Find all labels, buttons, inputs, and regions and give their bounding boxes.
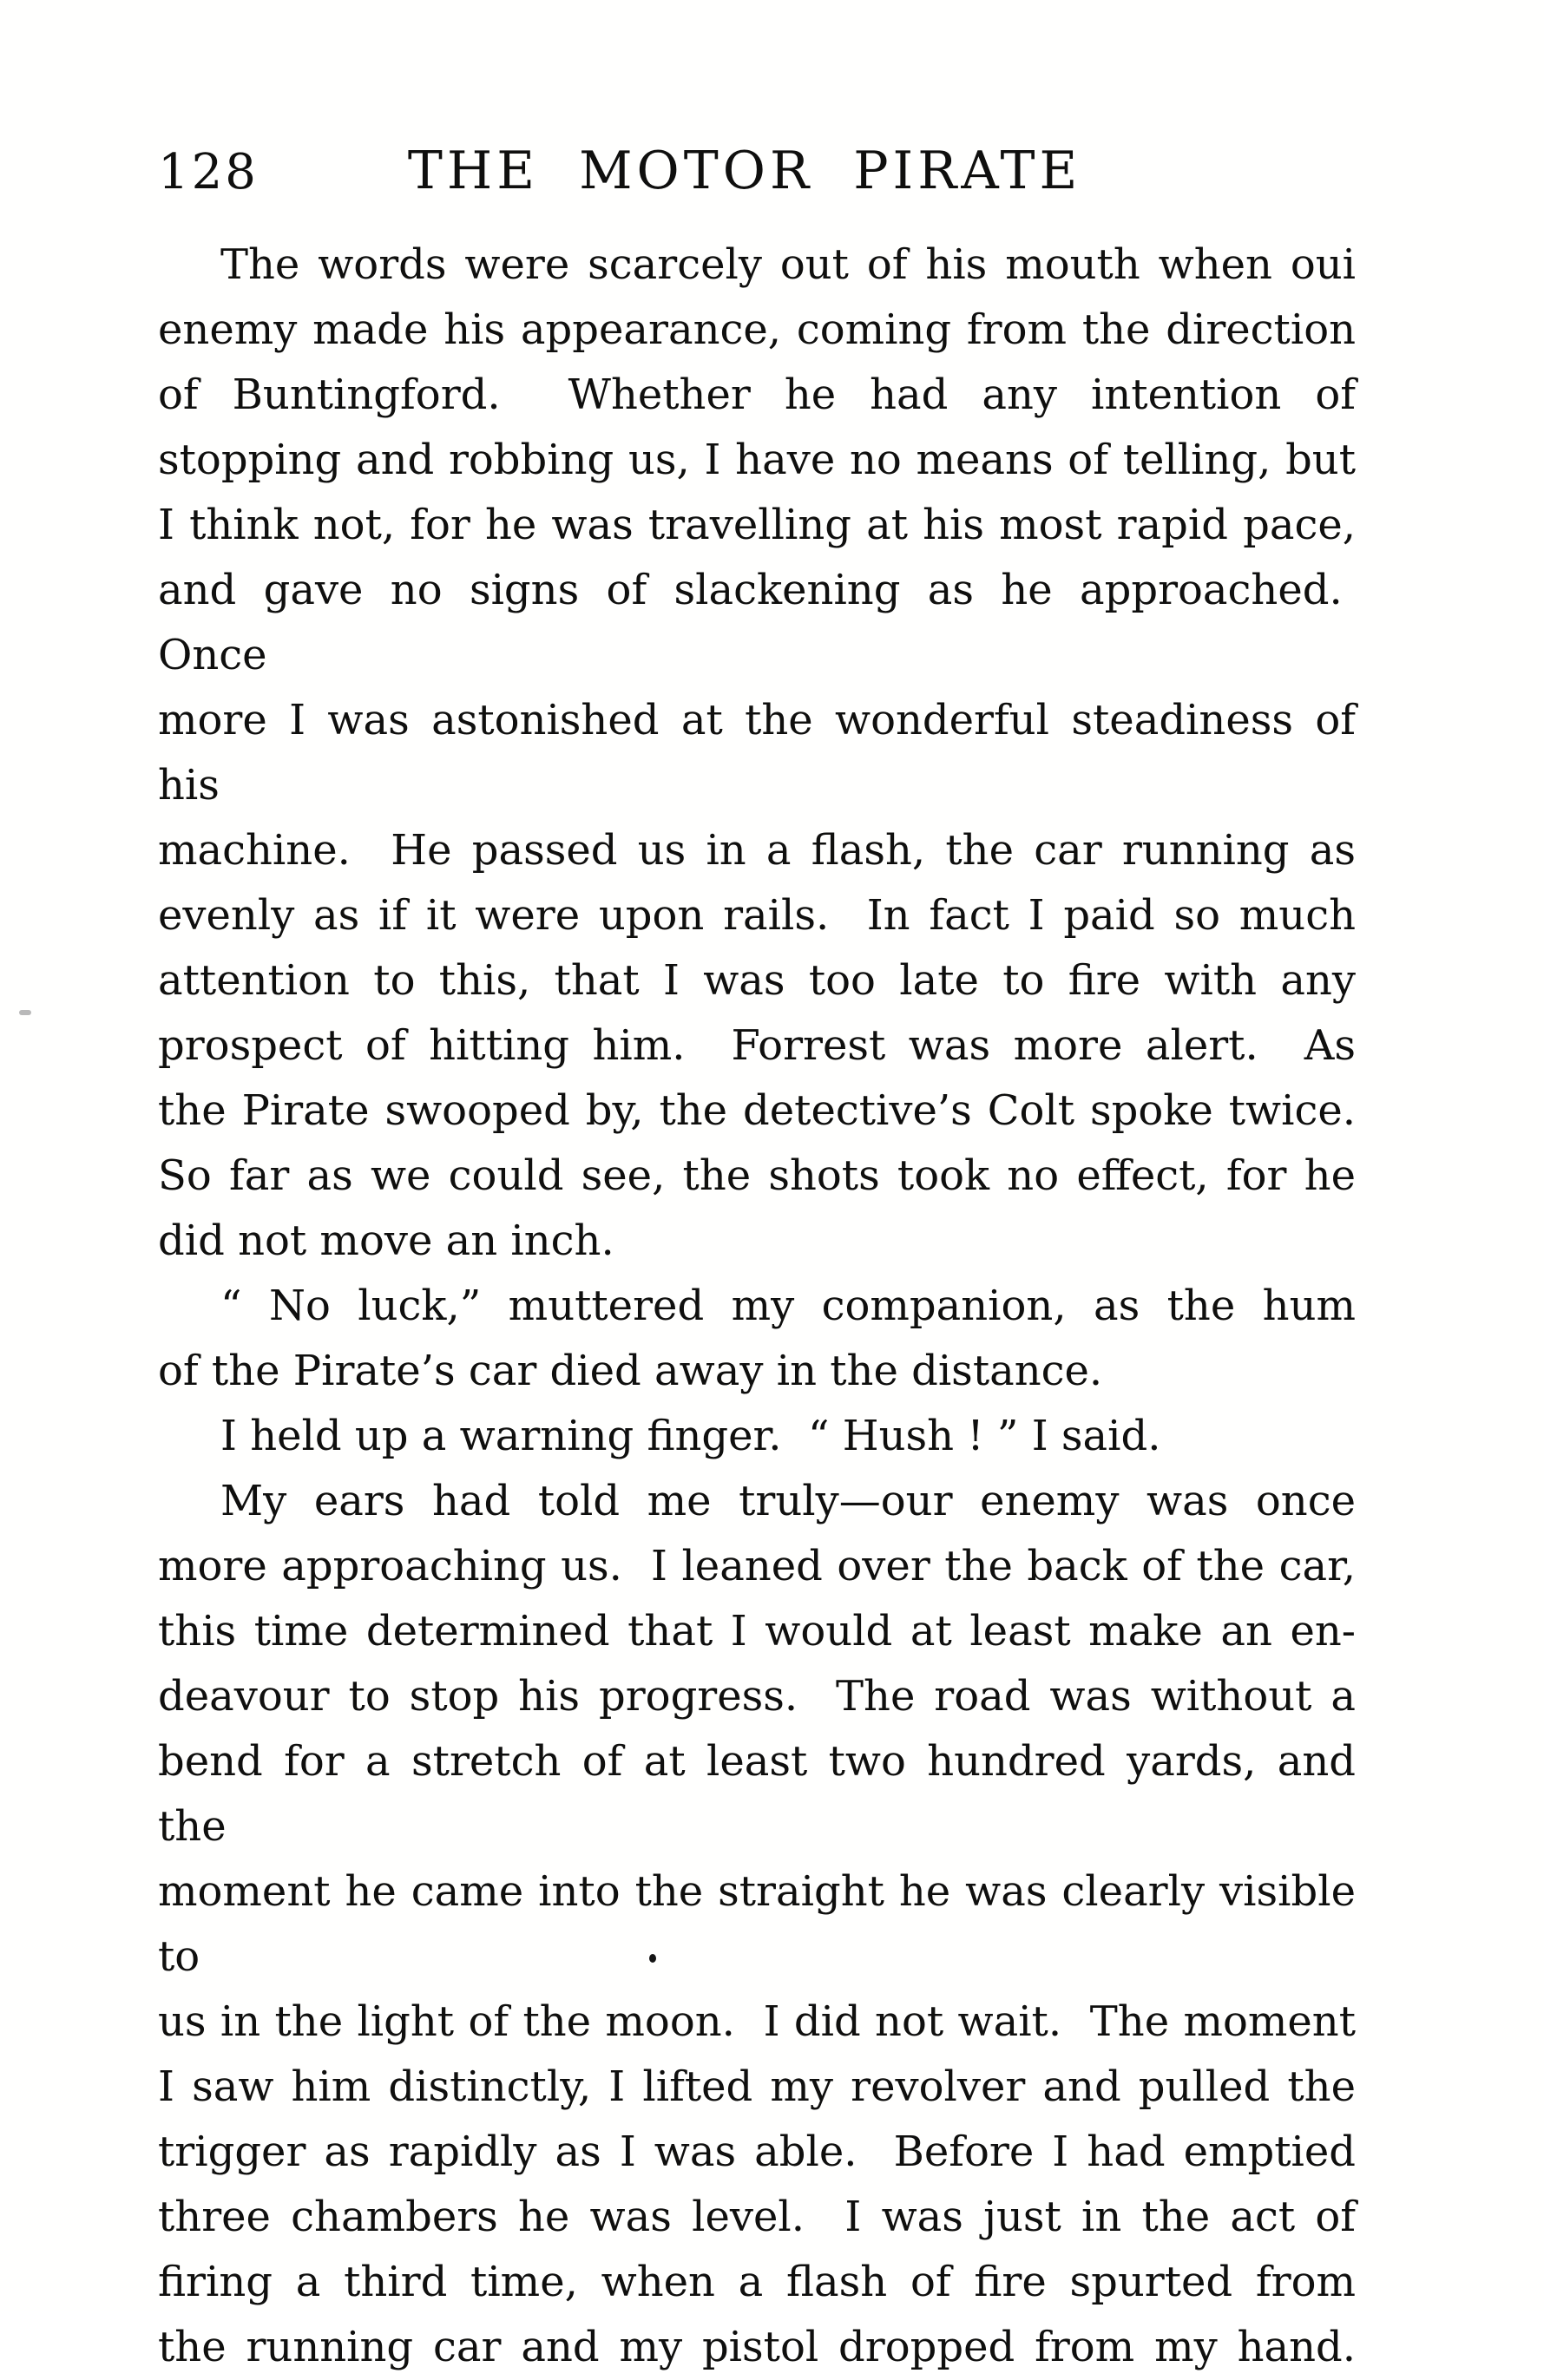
text-line: more I was astonished at the wonderful steadiness of his [158,696,1356,810]
text-line: “ No luck,” muttered my companion, as the hum [220,1282,1356,1330]
paragraph [158,233,1356,1274]
text-line: So far as we could see, the shots took no effect, for he [158,1151,1356,1200]
text-line: The words were scarcely out of his mouth when oui [220,240,1356,289]
text-line: My ears had told me truly—our enemy was once [220,1477,1356,1525]
text-line: stopping and robbing us, I have no means of telling, but [158,436,1356,484]
text-line: three chambers he was level. I was just in the act of [158,2193,1356,2241]
text-line: I think not, for he was travelling at his most rapid pace, [158,501,1356,549]
text-block [158,233,1356,2380]
text-line: deavour to stop his progress. The road was without a [158,1672,1356,1721]
text-line: I held up a warning finger. “ Hush ! ” I said. [220,1412,1161,1460]
text-line: moment he came into the straight he was clearly visible to [158,1867,1356,1981]
text-line: of the Pirate’s car died away in the distance. [158,1347,1103,1395]
text-line: enemy made his appearance, coming from the direction [158,305,1356,354]
text-line: evenly as if it were upon rails. In fact I paid so much [158,891,1356,940]
text-line: this time determined that I would at least make an en- [158,1607,1356,1656]
paragraph [158,1469,1356,2380]
text-line: of Buntingford. Whether he had any intention of [158,370,1356,419]
text-line: us in the light of the moon. I did not wait. The moment [158,1997,1356,2046]
text-line: I saw him distinctly, I lifted my revolver and pulled the [158,2062,1356,2111]
margin-scan-mark [19,1010,31,1015]
text-line: attention to this, that I was too late to fire with any [158,956,1356,1005]
paragraph [158,1274,1356,1404]
text-line: did not move an inch. [158,1216,614,1265]
text-line: the running car and my pistol dropped from my hand. [158,2323,1356,2371]
page-number: 128 [158,144,259,200]
text-line: trigger as rapidly as I was able. Before I had emptied [158,2128,1356,2176]
text-line: bend for a stretch of at least two hundred yards, and the [158,1737,1356,1851]
page-header [158,141,1356,203]
paragraph [158,1404,1356,1469]
text-line: and gave no signs of slackening as he approached. Once [158,566,1356,679]
text-line: more approaching us. I leaned over the back of the car, [158,1542,1356,1590]
text-line: firing a third time, when a flash of fire spurted from [158,2258,1356,2306]
text-line: machine. He passed us in a flash, the car running as [158,826,1356,875]
text-line: prospect of hitting him. Forrest was more alert. As [158,1021,1356,1070]
ink-speck [649,1954,656,1963]
page-title: THE MOTOR PIRATE [407,141,1082,201]
text-line: the Pirate swooped by, the detective’s Colt spoke twice. [158,1086,1356,1135]
